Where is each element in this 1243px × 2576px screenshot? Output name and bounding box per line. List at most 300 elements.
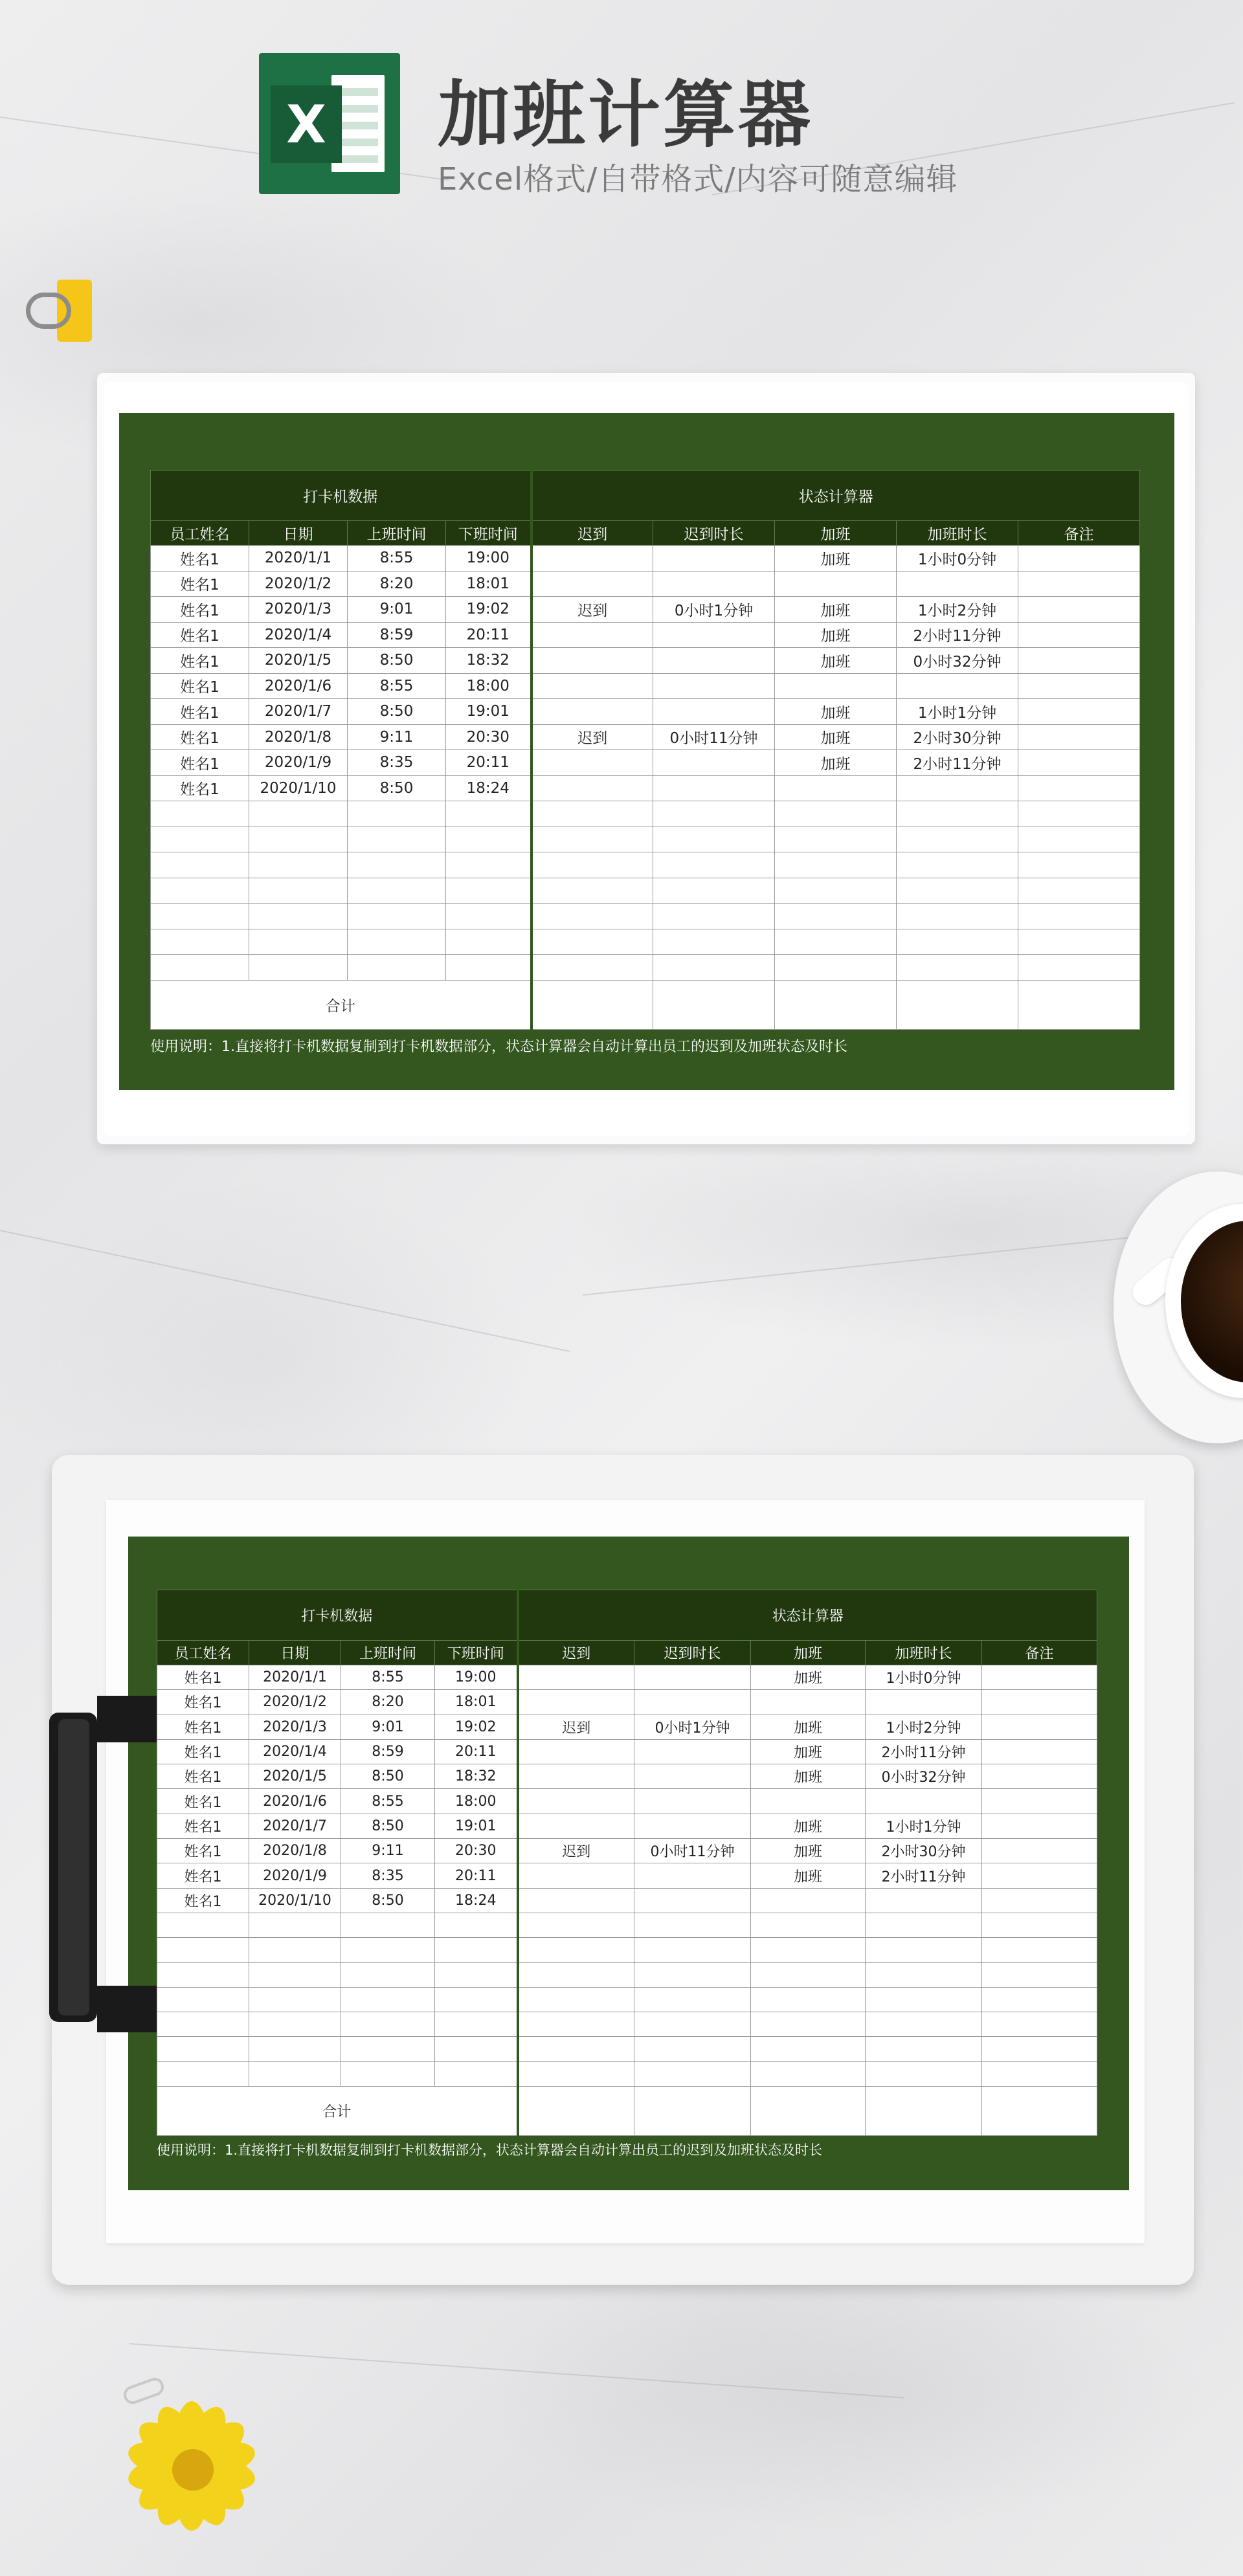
table-cell[interactable] — [775, 775, 897, 801]
table-cell[interactable]: 姓名1 — [151, 699, 249, 725]
table-cell[interactable] — [653, 929, 775, 955]
table-cell[interactable]: 20:30 — [446, 724, 532, 750]
table-cell[interactable] — [518, 1987, 634, 2012]
table-cell[interactable] — [982, 2061, 1097, 2086]
table-cell[interactable]: 20:11 — [435, 1863, 518, 1888]
table-cell[interactable]: 姓名1 — [151, 622, 249, 648]
table-cell[interactable] — [1018, 622, 1140, 648]
table-cell[interactable]: 8:50 — [341, 1814, 435, 1838]
table-cell[interactable]: 加班 — [751, 1715, 866, 1739]
table-cell[interactable]: 20:11 — [446, 750, 532, 776]
table-cell[interactable]: 18:00 — [435, 1789, 518, 1814]
table-cell[interactable]: 姓名1 — [157, 1665, 249, 1690]
table-cell[interactable] — [751, 1789, 866, 1814]
table-cell[interactable] — [249, 2061, 341, 2086]
table-cell[interactable]: 8:55 — [341, 1789, 435, 1814]
table-cell[interactable]: 0小时1分钟 — [634, 1715, 751, 1739]
table-cell[interactable] — [532, 904, 653, 929]
table-cell[interactable] — [151, 878, 249, 904]
table-cell[interactable]: 姓名1 — [157, 1863, 249, 1888]
table-cell[interactable]: 8:50 — [348, 648, 446, 674]
table-cell[interactable] — [897, 775, 1018, 801]
table-cell[interactable] — [157, 2037, 249, 2061]
table-cell[interactable] — [1018, 929, 1140, 955]
table-cell[interactable] — [151, 852, 249, 878]
table-cell[interactable] — [446, 955, 532, 981]
table-cell[interactable]: 9:11 — [341, 1839, 435, 1863]
table-cell[interactable] — [866, 1888, 982, 1913]
table-cell[interactable] — [157, 1913, 249, 1937]
table-cell[interactable]: 姓名1 — [157, 1690, 249, 1715]
table-cell[interactable] — [532, 929, 653, 955]
table-cell[interactable] — [151, 929, 249, 955]
table-cell[interactable] — [249, 1987, 341, 2012]
table-cell[interactable] — [1018, 597, 1140, 623]
table-cell[interactable]: 9:01 — [348, 597, 446, 623]
table-cell[interactable] — [653, 775, 775, 801]
table-cell[interactable]: 加班 — [775, 648, 897, 674]
table-cell[interactable]: 姓名1 — [157, 1814, 249, 1838]
table-cell[interactable] — [982, 1962, 1097, 1987]
total-cell[interactable] — [897, 980, 1018, 1029]
table-cell[interactable] — [348, 878, 446, 904]
table-cell[interactable] — [249, 904, 348, 929]
table-cell[interactable] — [435, 1987, 518, 2012]
table-cell[interactable]: 8:35 — [341, 1863, 435, 1888]
table-cell[interactable] — [532, 750, 653, 776]
table-cell[interactable]: 19:00 — [446, 546, 532, 572]
table-cell[interactable] — [897, 904, 1018, 929]
table-cell[interactable] — [532, 571, 653, 597]
table-cell[interactable] — [653, 673, 775, 699]
table-cell[interactable] — [157, 2061, 249, 2086]
table-cell[interactable] — [982, 2037, 1097, 2061]
table-cell[interactable] — [653, 904, 775, 929]
table-cell[interactable] — [249, 929, 348, 955]
table-cell[interactable] — [775, 801, 897, 827]
table-cell[interactable] — [446, 878, 532, 904]
table-cell[interactable] — [653, 827, 775, 852]
table-cell[interactable]: 8:20 — [348, 571, 446, 597]
table-cell[interactable]: 8:50 — [341, 1888, 435, 1913]
table-cell[interactable] — [532, 546, 653, 572]
table-cell[interactable]: 19:00 — [435, 1665, 518, 1690]
table-cell[interactable] — [341, 1962, 435, 1987]
table-cell[interactable] — [982, 1987, 1097, 2012]
table-cell[interactable] — [532, 775, 653, 801]
table-cell[interactable] — [518, 1690, 634, 1715]
table-cell[interactable]: 8:35 — [348, 750, 446, 776]
table-cell[interactable] — [1018, 673, 1140, 699]
table-cell[interactable] — [982, 1690, 1097, 1715]
table-cell[interactable] — [348, 929, 446, 955]
table-cell[interactable] — [157, 1962, 249, 1987]
table-cell[interactable] — [518, 2061, 634, 2086]
table-cell[interactable]: 8:59 — [341, 1739, 435, 1764]
table-cell[interactable] — [532, 827, 653, 852]
table-cell[interactable] — [532, 801, 653, 827]
table-cell[interactable] — [249, 2037, 341, 2061]
table-cell[interactable]: 加班 — [751, 1814, 866, 1838]
table-cell[interactable] — [157, 2012, 249, 2037]
table-cell[interactable] — [446, 929, 532, 955]
table-cell[interactable]: 2020/1/7 — [249, 1814, 341, 1838]
table-cell[interactable] — [634, 1962, 751, 1987]
table-cell[interactable]: 9:01 — [341, 1715, 435, 1739]
table-cell[interactable]: 20:11 — [435, 1739, 518, 1764]
table-cell[interactable] — [1018, 955, 1140, 981]
table-cell[interactable]: 姓名1 — [151, 775, 249, 801]
table-cell[interactable] — [1018, 546, 1140, 572]
table-cell[interactable] — [634, 1863, 751, 1888]
table-cell[interactable]: 19:02 — [435, 1715, 518, 1739]
table-cell[interactable] — [1018, 878, 1140, 904]
table-cell[interactable] — [249, 827, 348, 852]
table-cell[interactable] — [751, 2061, 866, 2086]
table-cell[interactable] — [249, 878, 348, 904]
table-cell[interactable] — [634, 1913, 751, 1937]
table-cell[interactable]: 20:30 — [435, 1839, 518, 1863]
table-cell[interactable] — [634, 1739, 751, 1764]
table-cell[interactable]: 姓名1 — [157, 1789, 249, 1814]
table-cell[interactable] — [341, 1987, 435, 2012]
table-cell[interactable]: 8:55 — [348, 546, 446, 572]
table-cell[interactable]: 2020/1/8 — [249, 724, 348, 750]
table-cell[interactable]: 8:59 — [348, 622, 446, 648]
table-cell[interactable] — [751, 1690, 866, 1715]
table-cell[interactable]: 2020/1/6 — [249, 673, 348, 699]
table-cell[interactable] — [866, 1962, 982, 1987]
table-cell[interactable] — [775, 673, 897, 699]
table-cell[interactable]: 加班 — [751, 1764, 866, 1789]
table-cell[interactable]: 19:01 — [446, 699, 532, 725]
table-cell[interactable] — [435, 1962, 518, 1987]
table-cell[interactable]: 姓名1 — [151, 673, 249, 699]
table-cell[interactable] — [341, 2061, 435, 2086]
table-cell[interactable] — [751, 1888, 866, 1913]
table-cell[interactable] — [518, 2012, 634, 2037]
table-cell[interactable] — [1018, 648, 1140, 674]
table-cell[interactable] — [775, 929, 897, 955]
table-cell[interactable] — [446, 801, 532, 827]
table-cell[interactable] — [157, 1987, 249, 2012]
table-cell[interactable] — [634, 2061, 751, 2086]
table-cell[interactable] — [653, 750, 775, 776]
table-cell[interactable] — [982, 2012, 1097, 2037]
table-cell[interactable]: 姓名1 — [151, 648, 249, 674]
table-cell[interactable]: 加班 — [775, 699, 897, 725]
table-cell[interactable]: 2020/1/4 — [249, 1739, 341, 1764]
table-cell[interactable] — [1018, 724, 1140, 750]
table-cell[interactable]: 19:01 — [435, 1814, 518, 1838]
table-cell[interactable] — [634, 1665, 751, 1690]
table-cell[interactable] — [634, 1987, 751, 2012]
table-cell[interactable] — [348, 801, 446, 827]
table-cell[interactable]: 18:00 — [446, 673, 532, 699]
table-cell[interactable] — [751, 1987, 866, 2012]
table-cell[interactable] — [634, 1690, 751, 1715]
table-cell[interactable] — [634, 2037, 751, 2061]
table-cell[interactable] — [1018, 801, 1140, 827]
table-cell[interactable]: 1小时0分钟 — [897, 546, 1018, 572]
table-cell[interactable] — [775, 904, 897, 929]
table-cell[interactable] — [1018, 775, 1140, 801]
table-cell[interactable]: 2020/1/9 — [249, 750, 348, 776]
table-cell[interactable] — [348, 852, 446, 878]
table-cell[interactable] — [446, 852, 532, 878]
table-cell[interactable]: 姓名1 — [151, 571, 249, 597]
table-cell[interactable] — [518, 1913, 634, 1937]
table-cell[interactable]: 加班 — [751, 1665, 866, 1690]
table-cell[interactable] — [518, 1938, 634, 1962]
table-cell[interactable] — [151, 904, 249, 929]
table-cell[interactable] — [1018, 699, 1140, 725]
table-cell[interactable] — [532, 648, 653, 674]
table-cell[interactable] — [249, 1913, 341, 1937]
table-cell[interactable] — [435, 2037, 518, 2061]
table-cell[interactable] — [249, 852, 348, 878]
table-cell[interactable]: 1小时0分钟 — [866, 1665, 982, 1690]
table-cell[interactable]: 姓名1 — [151, 546, 249, 572]
table-cell[interactable] — [435, 1938, 518, 1962]
table-cell[interactable] — [751, 1962, 866, 1987]
table-cell[interactable] — [348, 827, 446, 852]
table-cell[interactable]: 18:32 — [446, 648, 532, 674]
table-cell[interactable]: 姓名1 — [151, 750, 249, 776]
table-cell[interactable] — [751, 1913, 866, 1937]
table-cell[interactable] — [1018, 750, 1140, 776]
table-cell[interactable]: 18:32 — [435, 1764, 518, 1789]
table-cell[interactable]: 2020/1/1 — [249, 546, 348, 572]
table-cell[interactable] — [653, 546, 775, 572]
table-cell[interactable] — [634, 1789, 751, 1814]
table-cell[interactable]: 18:24 — [435, 1888, 518, 1913]
table-cell[interactable]: 2小时11分钟 — [897, 750, 1018, 776]
table-cell[interactable] — [775, 571, 897, 597]
table-cell[interactable]: 8:50 — [341, 1764, 435, 1789]
table-cell[interactable] — [634, 1888, 751, 1913]
table-cell[interactable] — [775, 827, 897, 852]
table-cell[interactable] — [866, 1690, 982, 1715]
table-cell[interactable] — [435, 2012, 518, 2037]
table-cell[interactable] — [751, 2012, 866, 2037]
table-cell[interactable] — [348, 904, 446, 929]
table-cell[interactable]: 1小时1分钟 — [897, 699, 1018, 725]
table-cell[interactable]: 20:11 — [446, 622, 532, 648]
table-cell[interactable]: 19:02 — [446, 597, 532, 623]
table-cell[interactable] — [435, 1913, 518, 1937]
table-cell[interactable] — [897, 929, 1018, 955]
table-cell[interactable] — [653, 571, 775, 597]
table-cell[interactable]: 1小时1分钟 — [866, 1814, 982, 1838]
table-cell[interactable] — [982, 1913, 1097, 1937]
table-cell[interactable] — [341, 1913, 435, 1937]
table-cell[interactable] — [897, 852, 1018, 878]
table-cell[interactable] — [634, 1764, 751, 1789]
table-cell[interactable] — [982, 1764, 1097, 1789]
table-cell[interactable]: 2020/1/2 — [249, 571, 348, 597]
table-cell[interactable] — [518, 2037, 634, 2061]
table-cell[interactable]: 0小时11分钟 — [653, 724, 775, 750]
table-cell[interactable]: 0小时32分钟 — [897, 648, 1018, 674]
table-cell[interactable]: 加班 — [775, 597, 897, 623]
table-cell[interactable]: 姓名1 — [157, 1888, 249, 1913]
table-cell[interactable]: 姓名1 — [157, 1739, 249, 1764]
table-cell[interactable]: 姓名1 — [157, 1764, 249, 1789]
table-cell[interactable] — [249, 955, 348, 981]
table-cell[interactable] — [897, 801, 1018, 827]
table-cell[interactable] — [866, 1987, 982, 2012]
total-cell[interactable] — [653, 980, 775, 1029]
table-cell[interactable] — [1018, 827, 1140, 852]
table-cell[interactable] — [982, 1665, 1097, 1690]
table-cell[interactable] — [751, 1938, 866, 1962]
table-cell[interactable]: 1小时2分钟 — [897, 597, 1018, 623]
total-cell[interactable] — [518, 2087, 634, 2136]
table-cell[interactable] — [348, 955, 446, 981]
table-cell[interactable] — [897, 571, 1018, 597]
table-cell[interactable] — [518, 1888, 634, 1913]
table-cell[interactable]: 2020/1/1 — [249, 1665, 341, 1690]
table-cell[interactable]: 姓名1 — [157, 1715, 249, 1739]
table-cell[interactable] — [518, 1863, 634, 1888]
table-cell[interactable]: 2020/1/10 — [249, 1888, 341, 1913]
table-cell[interactable] — [532, 699, 653, 725]
table-cell[interactable] — [653, 955, 775, 981]
table-cell[interactable] — [532, 955, 653, 981]
table-cell[interactable] — [982, 1938, 1097, 1962]
table-cell[interactable]: 迟到 — [518, 1715, 634, 1739]
total-cell[interactable] — [866, 2087, 982, 2136]
table-cell[interactable] — [249, 1938, 341, 1962]
table-cell[interactable] — [751, 2037, 866, 2061]
table-cell[interactable] — [249, 801, 348, 827]
total-cell[interactable] — [775, 980, 897, 1029]
table-cell[interactable] — [866, 2061, 982, 2086]
table-cell[interactable]: 9:11 — [348, 724, 446, 750]
table-cell[interactable] — [518, 1739, 634, 1764]
table-cell[interactable] — [446, 904, 532, 929]
total-cell[interactable] — [1018, 980, 1140, 1029]
table-cell[interactable]: 迟到 — [518, 1839, 634, 1863]
table-cell[interactable] — [532, 673, 653, 699]
table-cell[interactable] — [982, 1888, 1097, 1913]
table-cell[interactable]: 2020/1/4 — [249, 622, 348, 648]
table-cell[interactable]: 加班 — [775, 724, 897, 750]
table-cell[interactable]: 迟到 — [532, 724, 653, 750]
table-cell[interactable] — [151, 801, 249, 827]
table-cell[interactable] — [982, 1863, 1097, 1888]
table-cell[interactable]: 0小时1分钟 — [653, 597, 775, 623]
table-cell[interactable] — [532, 852, 653, 878]
table-cell[interactable]: 加班 — [751, 1839, 866, 1863]
table-cell[interactable] — [435, 2061, 518, 2086]
table-cell[interactable]: 加班 — [775, 546, 897, 572]
table-cell[interactable] — [866, 2037, 982, 2061]
table-cell[interactable]: 2020/1/5 — [249, 648, 348, 674]
table-cell[interactable] — [249, 1962, 341, 1987]
table-cell[interactable]: 姓名1 — [157, 1839, 249, 1863]
table-cell[interactable]: 2020/1/3 — [249, 597, 348, 623]
table-cell[interactable]: 2020/1/5 — [249, 1764, 341, 1789]
table-cell[interactable]: 2小时11分钟 — [897, 622, 1018, 648]
table-cell[interactable]: 2020/1/2 — [249, 1690, 341, 1715]
table-cell[interactable]: 0小时32分钟 — [866, 1764, 982, 1789]
table-cell[interactable] — [866, 1789, 982, 1814]
table-cell[interactable]: 加班 — [751, 1739, 866, 1764]
table-cell[interactable]: 迟到 — [532, 597, 653, 623]
table-cell[interactable] — [897, 878, 1018, 904]
table-cell[interactable]: 18:01 — [446, 571, 532, 597]
table-cell[interactable] — [1018, 904, 1140, 929]
table-cell[interactable]: 2小时30分钟 — [866, 1839, 982, 1863]
table-cell[interactable] — [982, 1739, 1097, 1764]
table-cell[interactable] — [775, 852, 897, 878]
table-cell[interactable]: 2020/1/8 — [249, 1839, 341, 1863]
table-cell[interactable]: 2小时11分钟 — [866, 1863, 982, 1888]
table-cell[interactable] — [532, 878, 653, 904]
table-cell[interactable] — [446, 827, 532, 852]
table-cell[interactable] — [653, 801, 775, 827]
table-cell[interactable] — [775, 878, 897, 904]
table-cell[interactable]: 1小时2分钟 — [866, 1715, 982, 1739]
table-cell[interactable]: 0小时11分钟 — [634, 1839, 751, 1863]
table-cell[interactable] — [982, 1839, 1097, 1863]
total-cell[interactable] — [982, 2087, 1097, 2136]
total-cell[interactable] — [751, 2087, 866, 2136]
table-cell[interactable]: 2小时30分钟 — [897, 724, 1018, 750]
table-cell[interactable]: 加班 — [775, 750, 897, 776]
table-cell[interactable] — [151, 827, 249, 852]
table-cell[interactable] — [518, 1764, 634, 1789]
table-cell[interactable] — [249, 2012, 341, 2037]
table-cell[interactable] — [775, 955, 897, 981]
table-cell[interactable] — [634, 1814, 751, 1838]
total-cell[interactable] — [634, 2087, 751, 2136]
table-cell[interactable]: 8:55 — [348, 673, 446, 699]
table-cell[interactable] — [653, 852, 775, 878]
table-cell[interactable]: 2020/1/3 — [249, 1715, 341, 1739]
table-cell[interactable]: 加班 — [775, 622, 897, 648]
table-cell[interactable] — [653, 878, 775, 904]
table-cell[interactable]: 2020/1/9 — [249, 1863, 341, 1888]
table-cell[interactable]: 18:01 — [435, 1690, 518, 1715]
table-cell[interactable] — [518, 1962, 634, 1987]
table-cell[interactable] — [866, 2012, 982, 2037]
table-cell[interactable]: 8:50 — [348, 699, 446, 725]
table-cell[interactable] — [982, 1814, 1097, 1838]
table-cell[interactable] — [341, 2012, 435, 2037]
table-cell[interactable]: 8:20 — [341, 1690, 435, 1715]
table-cell[interactable] — [653, 648, 775, 674]
table-cell[interactable] — [341, 2037, 435, 2061]
table-cell[interactable] — [634, 2012, 751, 2037]
total-cell[interactable] — [532, 980, 653, 1029]
table-cell[interactable] — [866, 1913, 982, 1937]
table-cell[interactable] — [1018, 571, 1140, 597]
table-cell[interactable]: 姓名1 — [151, 597, 249, 623]
table-cell[interactable]: 2020/1/10 — [249, 775, 348, 801]
table-cell[interactable] — [982, 1715, 1097, 1739]
table-cell[interactable] — [518, 1789, 634, 1814]
table-cell[interactable] — [897, 955, 1018, 981]
table-cell[interactable] — [518, 1814, 634, 1838]
table-cell[interactable] — [897, 827, 1018, 852]
table-cell[interactable]: 加班 — [751, 1863, 866, 1888]
table-cell[interactable] — [897, 673, 1018, 699]
table-cell[interactable] — [653, 622, 775, 648]
table-cell[interactable] — [634, 1938, 751, 1962]
